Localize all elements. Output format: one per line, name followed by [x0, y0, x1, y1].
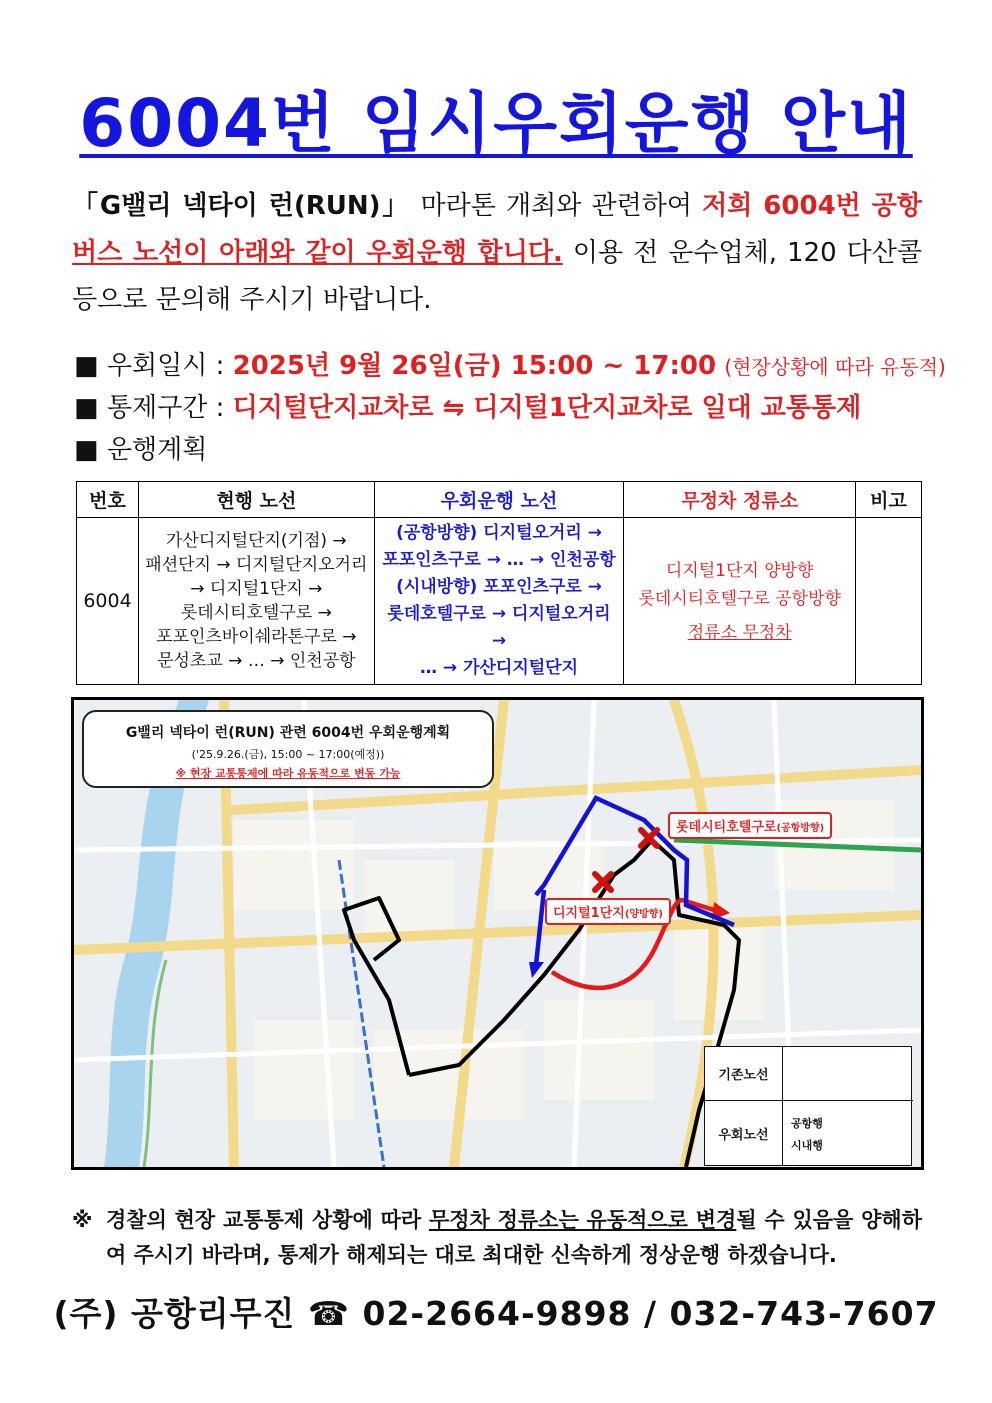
legend-row-detour	[705, 1101, 913, 1165]
map-box-title: G밸리 넥타이 런(RUN) 관련 6004번 우회운행계획	[125, 725, 451, 741]
map-label-hotel	[668, 812, 832, 839]
hotel-label-direction: (공항방향)	[776, 823, 825, 834]
detour-route-line: 롯데호텔구로 → 디지털오거리 →	[387, 604, 611, 651]
skip-stop-note: 정류소 무정차	[687, 623, 792, 643]
detour-route-line: 포포인츠구로 → … → 인천공항	[382, 550, 616, 570]
header-number: 번호	[77, 482, 139, 518]
current-route-line: 롯데시티호텔구로 →	[180, 603, 332, 623]
detour-route-line: … → 가산디지털단지	[419, 658, 579, 678]
footnote-underline: 무정차 정류소는 유동적으로 변경	[428, 1208, 737, 1232]
map-box-note: ※ 현장 교통통제에 따라 유동적으로 변동 가능	[175, 767, 401, 780]
bullet-plan	[74, 429, 934, 471]
intro-red-2: 버스 노선이 아래와 같이 우회운행 합니다.	[72, 238, 563, 268]
digital-label-text: 디지털1단지	[553, 906, 625, 921]
current-route-line: 패션단지 → 디지털단지오거리	[145, 555, 368, 575]
square-bullet-icon: ■	[74, 351, 99, 381]
route-number: 6004	[77, 518, 139, 685]
footnote-text-2: 될 수 있음을 양해하여 주시기 바라며, 통제가 해제되는 대로 최대한 신속하게 정상운행 하겠습니다.	[106, 1208, 922, 1267]
current-route-line: 포포인츠바이쉐라톤구로 →	[156, 627, 357, 647]
hotel-label-text: 롯데시티호텔구로	[676, 820, 777, 835]
schedule-value: 2025년 9월 26일(금) 15:00 ~ 17:00	[232, 351, 717, 381]
skip-stop-line: 롯데시티호텔구로 공항방향	[638, 589, 841, 609]
map-info-box	[82, 710, 494, 788]
footnote-body	[72, 1203, 922, 1273]
phone-numbers: 02-2664-9898 / 032-743-7607	[362, 1294, 939, 1333]
header-current-route: 현행 노선	[138, 482, 374, 518]
square-bullet-icon: ■	[74, 393, 99, 423]
map-label-digital	[545, 898, 671, 925]
page-title: 6004번 임시우회운행 안내	[79, 85, 913, 162]
intro-paragraph	[72, 183, 922, 324]
intro-text-2: 이용 전 운수업체, 120 다산콜 등으로 문의해 주시기 바랍니다.	[72, 238, 923, 315]
current-route-line: 가산디지털단지(기점) →	[165, 531, 347, 551]
current-route-line: 문성초교 → … → 인천공항	[157, 651, 356, 671]
control-value: 디지털단지교차로 ⇋ 디지털1단지교차로 일대 교통통제	[232, 393, 862, 423]
map-legend	[704, 1046, 912, 1166]
header-remark: 비고	[856, 482, 922, 518]
bullet-schedule	[74, 345, 946, 387]
skip-stop-line: 디지털1단지 양방향	[665, 561, 814, 581]
detour-route-cell	[374, 518, 624, 685]
table-header-row	[77, 482, 922, 518]
detour-route-line: (시내방향) 포포인츠구로 →	[396, 577, 602, 597]
plan-label: 운행계획	[106, 435, 208, 465]
legend-cityward-label: 시내행	[791, 1139, 823, 1152]
footnote	[72, 1203, 922, 1273]
table-row	[77, 518, 922, 685]
info-bullets	[74, 345, 946, 471]
event-name: 「G밸리 넥타이 런(RUN)」	[72, 191, 411, 221]
route-plan-table	[76, 481, 922, 685]
header-detour-route: 우회운행 노선	[374, 482, 624, 518]
skip-stops-cell	[624, 518, 856, 685]
current-route-cell	[138, 518, 374, 685]
contact-line	[0, 1288, 992, 1335]
schedule-note: (현장상황에 따라 유동적)	[724, 355, 946, 379]
header-skip-stops: 무정차 정류소	[624, 482, 856, 518]
reference-mark-icon: ※	[72, 1208, 93, 1232]
square-bullet-icon: ■	[74, 435, 99, 465]
legend-airward-label: 공항행	[791, 1117, 823, 1130]
bullet-control-section	[74, 387, 934, 429]
legend-row-existing	[705, 1047, 913, 1101]
phone-icon: ☎	[307, 1294, 350, 1333]
intro-red-1: 저희 6004번 공항	[702, 191, 922, 221]
intro-text-1: 마라톤 개최와 관련하여	[410, 191, 703, 221]
remark-cell	[856, 518, 922, 685]
map-box-date: ('25.9.26.(금), 15:00 ~ 17:00(예정))	[191, 748, 385, 761]
detour-route-line: (공항방향) 디지털오거리 →	[396, 523, 602, 543]
footnote-text-1: 경찰의 현장 교통통제 상황에 따라	[106, 1208, 429, 1232]
schedule-label: 우회일시 :	[106, 351, 225, 381]
legend-detour-label: 우회노선	[705, 1101, 783, 1165]
current-route-line: → 디지털1단지 →	[190, 579, 323, 599]
control-label: 통제구간 :	[106, 393, 225, 423]
legend-existing-label: 기존노선	[705, 1047, 783, 1100]
digital-label-direction: (양방향)	[624, 909, 663, 920]
detour-map	[71, 697, 924, 1170]
company-name: (주) 공항리무진	[53, 1294, 296, 1333]
